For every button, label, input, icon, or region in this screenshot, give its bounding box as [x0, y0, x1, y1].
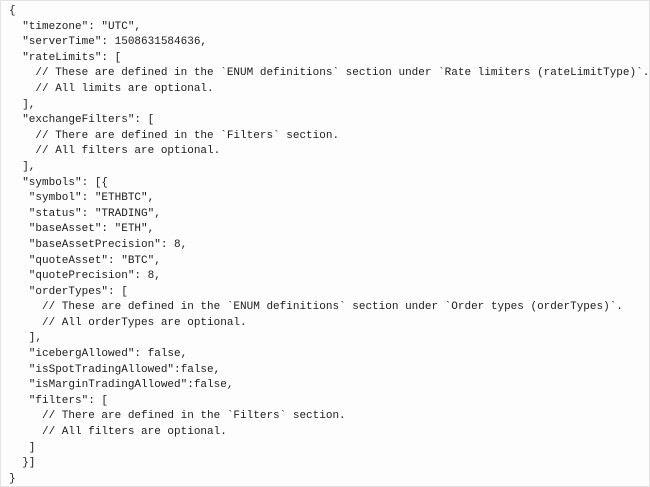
- code-line: "exchangeFilters": [: [9, 114, 155, 127]
- code-line: "isMarginTradingAllowed":false,: [9, 379, 234, 392]
- code-line: // These are defined in the `ENUM definitions` section under `Rate limiters (rateLimitType)`.: [9, 67, 650, 80]
- code-line: // All filters are optional.: [9, 426, 227, 439]
- code-line: // There are defined in the `Filters` section.: [9, 410, 346, 423]
- code-line: ],: [9, 160, 36, 173]
- code-line: // All orderTypes are optional.: [9, 316, 247, 329]
- code-line: "icebergAllowed": false,: [9, 348, 188, 361]
- code-line: {: [9, 5, 16, 17]
- code-line: ]: [9, 441, 36, 454]
- code-line: "symbol": "ETHBTC",: [9, 192, 155, 205]
- code-line: "isSpotTradingAllowed":false,: [9, 363, 221, 376]
- code-line: "baseAsset": "ETH",: [9, 223, 155, 236]
- code-line: "baseAssetPrecision": 8,: [9, 238, 188, 251]
- code-line: }]: [9, 457, 36, 470]
- code-line: ],: [9, 332, 43, 345]
- code-line: "quoteAsset": "BTC",: [9, 254, 161, 267]
- code-line: "filters": [: [9, 394, 109, 407]
- code-line: "timezone": "UTC",: [9, 20, 142, 33]
- code-line: "serverTime": 1508631584636,: [9, 36, 208, 49]
- code-lines-container: [9, 4, 649, 487]
- code-line: "status": "TRADING",: [9, 207, 161, 220]
- code-line: "quotePrecision": 8,: [9, 270, 161, 283]
- code-line: "rateLimits": [: [9, 51, 122, 64]
- code-line: }: [9, 472, 16, 485]
- code-line: // All filters are optional.: [9, 145, 221, 158]
- code-line: // There are defined in the `Filters` section.: [9, 129, 340, 142]
- code-line: "symbols": [{: [9, 176, 109, 189]
- code-line: "orderTypes": [: [9, 285, 128, 298]
- code-line: // All limits are optional.: [9, 82, 214, 95]
- code-line: ],: [9, 98, 36, 111]
- code-line: // These are defined in the `ENUM definitions` section under `Order types (orderTypes)`.: [9, 301, 623, 314]
